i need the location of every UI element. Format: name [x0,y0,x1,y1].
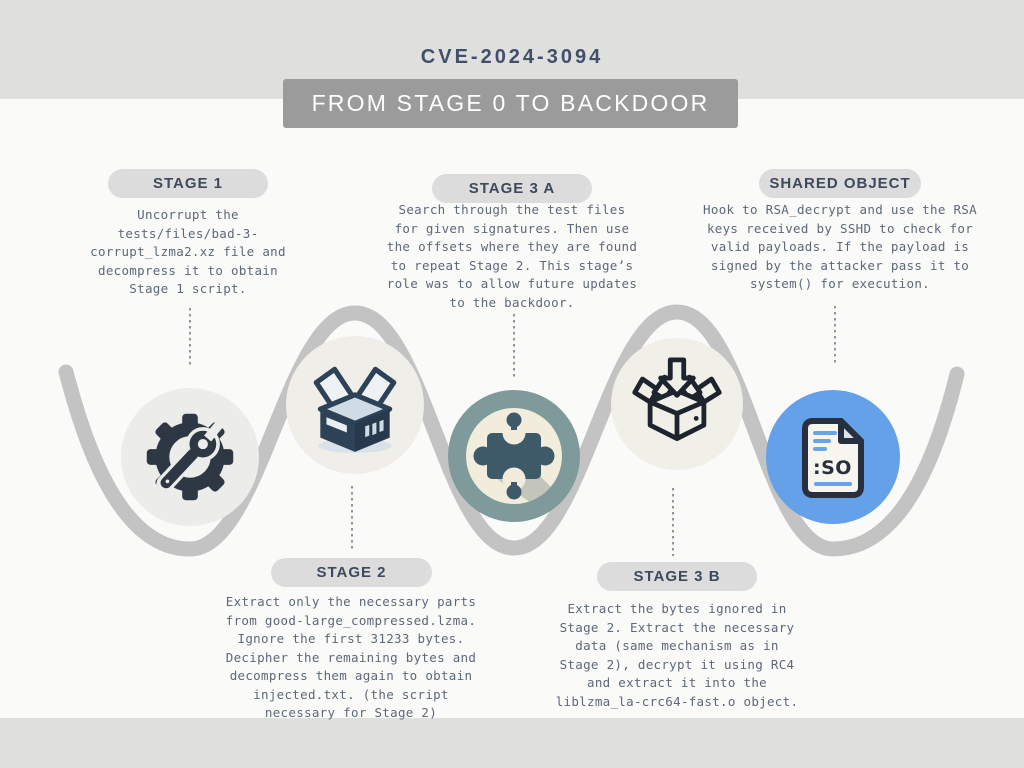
stage-3a-node [448,390,580,522]
stage-1-description: Uncorrupt the tests/files/bad-3- corrupt_lzma2.xz file and decompress it to obtain Stage 1 script. [90,207,286,296]
cve-label: CVE-2024-3094 [420,46,604,68]
so-file-text: :SO [813,457,852,479]
shared-object-description: Hook to RSA_decrypt and use the RSA keys received by SSHD to check for valid payloads. If the payload is signed by the attacker pass it to system() for execution. [703,202,977,291]
stage-3a-pill: STAGE 3 A [432,174,592,203]
stage-3b-description: Extract the bytes ignored in Stage 2. Extract the necessary data (same mechanism as in Stage 2), decrypt it using RC4 and extract it into the liblzma_la-crc64-fast.o object. [555,601,799,709]
unbox-arrow-icon [629,356,725,452]
shared-object-node [766,390,900,524]
stage-2-description: Extract only the necessary parts from good-large_compressed.lzma. Ignore the first 31233 bytes. Decipher the remaining bytes and decompress them again to obtain injected.txt. (the script necessary for Stage 2) [225,594,477,720]
so-file-icon [783,407,883,507]
stage-3b-pill: STAGE 3 B [597,562,757,591]
gear-wrench-icon [144,411,236,503]
shared-object-pill: SHARED OBJECT [759,169,921,198]
stage-2-node [286,336,424,474]
stage-3a-description: Search through the test files for given signatures. Then use the offsets where they are found to repeat Stage 2. This stage’s role was to allow future updates to the backdoor. [386,202,638,310]
stage-2-pill: STAGE 2 [271,558,432,587]
stage-1-pill: STAGE 1 [108,169,268,198]
open-box-icon [304,354,406,456]
puzzle-piece-icon [448,390,580,522]
page-title: FROM STAGE 0 TO BACKDOOR [311,90,710,116]
stage-3b-node [611,338,743,470]
stage-1-node [121,388,259,526]
